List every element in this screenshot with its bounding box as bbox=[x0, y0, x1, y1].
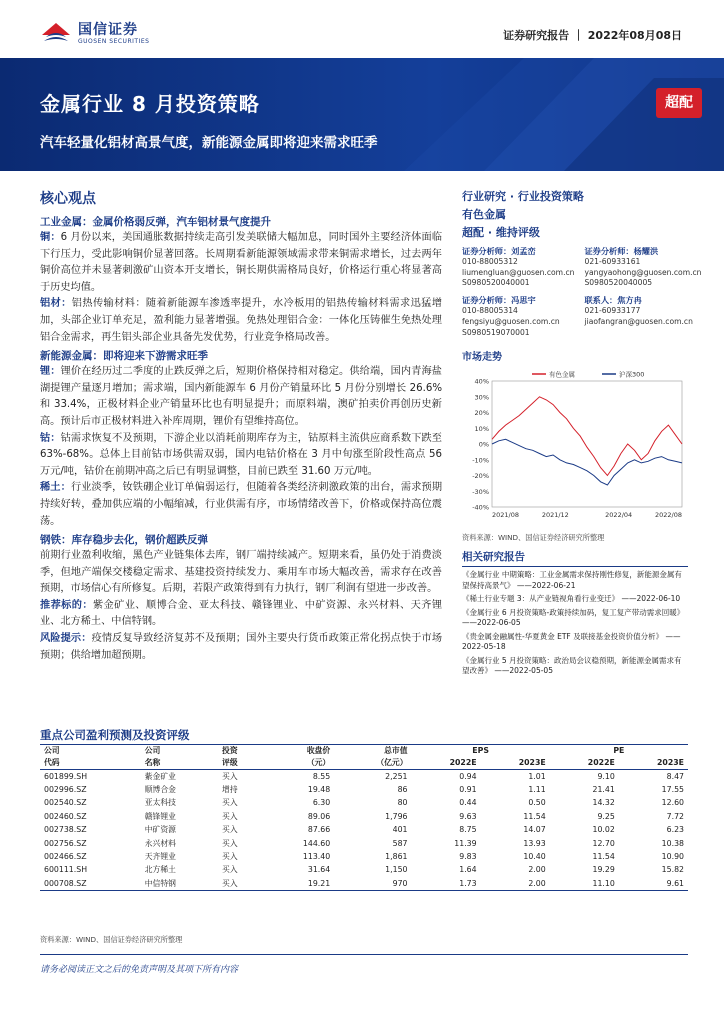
col-header: （元） bbox=[265, 757, 335, 770]
table-cell: 1,150 bbox=[385, 865, 408, 875]
table-cell: 144.60 bbox=[302, 838, 331, 848]
table-header-row bbox=[40, 745, 688, 758]
forecast-table bbox=[40, 744, 688, 891]
cobalt-paragraph bbox=[40, 431, 442, 481]
table-row bbox=[40, 863, 688, 876]
table-cell: 买入 bbox=[222, 798, 238, 808]
risk-paragraph bbox=[40, 631, 442, 664]
disclaimer-footer: 请务必阅读正文之后的免责声明及其项下所有内容 bbox=[40, 954, 688, 975]
y-tick-label: -40% bbox=[472, 503, 489, 512]
analyst-phone: 010-88005314 bbox=[462, 305, 518, 315]
section-steel: 钢铁：库存稳步去化，钢价超跌反弹 bbox=[40, 534, 208, 547]
analyst-card bbox=[584, 295, 701, 338]
table-cell: 1,861 bbox=[385, 852, 408, 862]
table-cell: 80 bbox=[397, 798, 408, 808]
table-cell: 587 bbox=[392, 838, 408, 848]
table-cell: 31.64 bbox=[307, 865, 331, 875]
table-cell: 000708.SZ bbox=[40, 877, 141, 890]
risk-text: 疫情反复导致经济复苏不及预期；国外主要央行货币政策正常化拐点快于市场预期；供给增加超预期。 bbox=[40, 633, 443, 661]
table-row bbox=[40, 796, 688, 809]
y-tick-label: 30% bbox=[474, 393, 489, 402]
table-cell: 买入 bbox=[222, 865, 238, 875]
title-banner bbox=[0, 58, 724, 171]
analyst-name: 证券分析师：杨耀洪 bbox=[584, 246, 659, 256]
y-tick-label: 0% bbox=[478, 440, 489, 449]
y-tick-label: -10% bbox=[472, 456, 489, 465]
col-header: 2022E bbox=[412, 757, 481, 770]
analyst-phone: 021-60933161 bbox=[584, 256, 641, 266]
rare-earth-text: 行业淡季，钕铁硼企业订单偏弱运行，但随着各类经济刺激政策的出台，需求预期持续好转，叠加供应端的小幅缩减，行业供需有序，市场情绪改善下，价格或保持高位震荡。 bbox=[40, 482, 443, 527]
table-row bbox=[40, 770, 688, 783]
related-report[interactable]: 《金属行业 中期策略：工业金属需求保持刚性修复，新能源金属有望保持高景气》 ——2022-06-21 bbox=[462, 570, 682, 590]
table-cell: 12.60 bbox=[661, 798, 684, 808]
table-cell: 买入 bbox=[222, 825, 238, 835]
table-cell: 1.73 bbox=[412, 877, 481, 890]
analyst-email[interactable]: yangyaohong@guosen.com.cn bbox=[584, 267, 702, 277]
table-cell: 9.10 bbox=[597, 771, 615, 781]
analyst-cert: S0980519070001 bbox=[462, 327, 530, 337]
steel-paragraph: 前期行业盈利收缩，黑色产业链集体去库，钢厂端持续减产。短期来看，虽仍处于消费淡季，但地产端保交楼稳定需求、基建投资持续发力、乘用车市场大幅改善，需求存在改善预期，市场信心有所修复。后期，若限产政策得到有力执行，钢厂利润有望进一步改善。 bbox=[40, 550, 442, 595]
table-cell: 永兴材料 bbox=[144, 838, 176, 848]
table-cell: 002756.SZ bbox=[44, 838, 87, 848]
recommend-text: 紫金矿业、顺博合金、亚太科技、赣锋锂业、中矿资源、永兴材料、天齐锂业、北方稀土、中信特钢。 bbox=[40, 599, 443, 628]
col-header: 2023E bbox=[619, 757, 688, 770]
y-tick-label: 40% bbox=[474, 377, 489, 386]
table-cell: 6.30 bbox=[312, 798, 331, 808]
brand-en: GUOSEN SECURITIES bbox=[78, 38, 150, 45]
table-cell: 12.70 bbox=[592, 838, 615, 848]
table-cell: 1,796 bbox=[385, 811, 408, 821]
table-cell: 89.06 bbox=[307, 811, 331, 821]
lithium-paragraph bbox=[40, 364, 442, 430]
col-header: 2023E bbox=[481, 757, 550, 770]
table-cell: 北方稀土 bbox=[144, 865, 176, 875]
table-cell: 9.83 bbox=[459, 852, 477, 862]
sidebar bbox=[462, 188, 702, 677]
table-cell: 2.00 bbox=[528, 865, 546, 875]
copper-paragraph bbox=[40, 230, 442, 296]
industry-name: 有色金属 bbox=[462, 208, 506, 221]
table-cell: 增持 bbox=[222, 785, 238, 795]
copper-text: 6 月份以来，美国通胀数据持续走高引发美联储大幅加息，同时国外主要经济体面临下行压力，受此影响铜价显著回落。长周期看新能源领域需求带来铜需求增长，过去两年铜价高位并未显著刺激矿山资本开支增长，铜长期供需格局良好，价格运行重心将显著高于历史均值。 bbox=[40, 232, 443, 293]
table-cell: 0.44 bbox=[459, 798, 477, 808]
table-cell: 6.23 bbox=[666, 825, 684, 835]
related-reports-title: 相关研究报告 bbox=[462, 549, 688, 567]
table-source: 资料来源：WIND、国信证券经济研究所整理 bbox=[40, 935, 183, 944]
table-cell: 14.07 bbox=[523, 825, 546, 835]
col-header: （亿元） bbox=[334, 757, 411, 770]
col-header: 收盘价 bbox=[265, 745, 335, 758]
table-cell: 中信特钢 bbox=[141, 877, 218, 890]
table-row bbox=[40, 836, 688, 849]
x-tick-label: 2021/12 bbox=[541, 511, 569, 520]
table-cell: 9.61 bbox=[619, 877, 688, 890]
table-cell: 11.54 bbox=[592, 852, 615, 862]
table-row bbox=[40, 810, 688, 823]
core-views bbox=[40, 188, 442, 664]
col-header: 2022E bbox=[550, 757, 619, 770]
rare-earth-label: 稀土： bbox=[40, 482, 71, 494]
y-tick-label: -20% bbox=[472, 472, 489, 481]
table-cell: 1.01 bbox=[528, 771, 546, 781]
col-header: 公司 bbox=[141, 745, 218, 758]
table-cell: 8.55 bbox=[312, 771, 331, 781]
related-report[interactable]: 《稀土行业专题 3：从产业链视角看行业变迁》 ——2022-06-10 bbox=[462, 594, 681, 604]
legend-label: 沪深300 bbox=[619, 370, 645, 379]
table-header-row bbox=[40, 757, 688, 770]
series-line-csi300 bbox=[492, 440, 682, 486]
table-cell: 002466.SZ bbox=[44, 852, 87, 862]
table-cell: 8.47 bbox=[666, 771, 684, 781]
col-header: 名称 bbox=[141, 757, 218, 770]
related-report[interactable]: 《金属行业 5 月投资策略：政治局会议稳预期，新能源金属需求有望改善》 ——2022-05-05 bbox=[462, 655, 682, 676]
col-header: 评级 bbox=[218, 757, 265, 770]
x-tick-label: 2021/08 bbox=[492, 511, 520, 520]
table-cell: 天齐锂业 bbox=[144, 852, 176, 862]
table-cell: 0.50 bbox=[528, 798, 546, 808]
table-cell: 19.48 bbox=[307, 785, 331, 795]
table-cell: 002460.SZ bbox=[44, 811, 87, 821]
table-cell: 赣锋锂业 bbox=[144, 811, 176, 821]
col-header: 公司 bbox=[40, 745, 141, 758]
cobalt-text: 钴需求恢复不及预期，下游企业以消耗前期库存为主，钴原料主流供应商系数下跌至 63%-68%。总体上目前钴市场供需双弱，国内电钴价格在 3 月中旬涨至阶段性高点 56 万元/吨，钴价在前期冲高之后已有明显调整，目前已跌至 31.60 万元/吨。 bbox=[40, 432, 442, 477]
recommend-paragraph bbox=[40, 598, 442, 631]
recommend-label: 推荐标的： bbox=[40, 599, 93, 611]
report-subtitle: 汽车轻量化铝材高景气度，新能源金属即将迎来需求旺季 bbox=[40, 135, 378, 151]
y-tick-label: 20% bbox=[474, 409, 489, 418]
table-cell: 401 bbox=[392, 825, 408, 835]
table-cell: 买入 bbox=[222, 838, 238, 848]
analyst-card bbox=[462, 246, 574, 289]
analyst-card bbox=[584, 246, 701, 289]
table-cell: 11.10 bbox=[550, 877, 619, 890]
aluminum-paragraph bbox=[40, 296, 442, 346]
table-cell: 13.93 bbox=[523, 838, 546, 848]
risk-label: 风险提示： bbox=[40, 633, 92, 645]
col-header-eps: EPS bbox=[412, 745, 550, 758]
cobalt-label: 钴： bbox=[40, 432, 61, 444]
analyst-name: 证券分析师：刘孟峦 bbox=[462, 246, 536, 256]
table-cell: 970 bbox=[334, 877, 411, 890]
section-new-energy-metals: 新能源金属：即将迎来下游需求旺季 bbox=[40, 350, 208, 363]
analyst-name: 联系人：焦方冉 bbox=[584, 295, 642, 306]
table-cell: 1.11 bbox=[528, 785, 546, 795]
table-cell: 2.00 bbox=[481, 877, 550, 890]
analyst-list bbox=[462, 246, 702, 344]
table-cell: 9.63 bbox=[459, 811, 477, 821]
table-cell: 1.64 bbox=[459, 865, 477, 875]
table-cell: 0.94 bbox=[459, 771, 477, 781]
related-report[interactable]: 《贵金属金融属性-华夏黄金 ETF 及联接基金投资价值分析》 ——2022-05-18 bbox=[462, 631, 681, 652]
table-cell: 亚太科技 bbox=[144, 798, 176, 808]
table-cell: 15.82 bbox=[661, 865, 684, 875]
table-cell: 002996.SZ bbox=[44, 785, 87, 795]
table-row bbox=[40, 877, 688, 890]
col-header: 投资 bbox=[218, 745, 265, 758]
page-header bbox=[0, 0, 724, 58]
legend-label: 有色金属 bbox=[549, 370, 575, 379]
table-cell: 买入 bbox=[222, 811, 238, 821]
col-header: 代码 bbox=[40, 757, 141, 770]
analyst-email[interactable]: fengsiyu@guosen.com.cn bbox=[462, 316, 560, 326]
table-cell: 600111.SH bbox=[44, 865, 88, 875]
aluminum-label: 铝材： bbox=[40, 298, 72, 310]
copper-label: 铜： bbox=[40, 232, 61, 243]
analyst-name: 证券分析师：冯思宇 bbox=[462, 295, 536, 306]
analyst-cert: S0980520040001 bbox=[462, 278, 530, 288]
x-tick-label: 2022/08 bbox=[654, 511, 682, 520]
brand-cn: 国信证券 bbox=[78, 22, 138, 38]
analyst-phone: 010-88005312 bbox=[462, 256, 518, 266]
rare-earth-paragraph bbox=[40, 480, 442, 530]
analyst-card bbox=[462, 295, 574, 338]
y-tick-label: -30% bbox=[472, 488, 489, 497]
guosen-logo bbox=[40, 17, 210, 51]
chart-source: 资料来源：WIND、国信证券经济研究所整理 bbox=[462, 533, 605, 543]
market-trend-chart bbox=[462, 367, 688, 527]
table-cell: 11.54 bbox=[523, 811, 546, 821]
table-cell: 87.66 bbox=[307, 825, 331, 835]
table-cell: 002738.SZ bbox=[44, 825, 87, 835]
table-row bbox=[40, 850, 688, 863]
table-cell: 113.40 bbox=[302, 852, 331, 862]
table-cell: 中矿资源 bbox=[144, 825, 176, 835]
table-cell: 002540.SZ bbox=[44, 798, 87, 808]
lithium-label: 锂： bbox=[40, 366, 61, 378]
logo-icon bbox=[40, 19, 72, 47]
research-type: 行业研究 · 行业投资策略 bbox=[462, 190, 584, 203]
market-trend-title: 市场走势 bbox=[462, 352, 502, 364]
table-cell: 10.02 bbox=[592, 825, 615, 835]
table-cell: 紫金矿业 bbox=[144, 771, 176, 781]
table-cell: 19.21 bbox=[265, 877, 335, 890]
section-industrial-metals: 工业金属：金属价格弱反弹，汽车铝材景气度提升 bbox=[40, 216, 271, 228]
table-row bbox=[40, 783, 688, 796]
table-cell: 2,251 bbox=[385, 771, 408, 781]
table-cell: 17.55 bbox=[661, 785, 684, 795]
table-cell: 0.91 bbox=[459, 785, 477, 795]
table-cell: 14.32 bbox=[592, 798, 615, 808]
table-cell: 7.72 bbox=[666, 811, 684, 821]
table-cell: 601899.SH bbox=[44, 771, 88, 781]
y-tick-label: 10% bbox=[474, 425, 489, 434]
analyst-phone: 021-60933177 bbox=[584, 305, 641, 315]
table-cell: 9.25 bbox=[597, 811, 615, 821]
table-cell: 86 bbox=[397, 785, 408, 795]
x-tick-label: 2022/04 bbox=[605, 511, 633, 520]
table-cell: 10.90 bbox=[661, 852, 684, 862]
table-cell: 10.38 bbox=[661, 838, 684, 848]
col-header: 总市值 bbox=[334, 745, 411, 758]
aluminum-text: 铝热传输材料：随着新能源车渗透率提升，水冷板用的铝热传输材料需求迅猛增加，头部企业订单充足，盈利能力显著增强。免热处理铝合金：一体化压铸催生免热处理铝合金需求，再生铝头部企业具备先发优势，行业竞争格局改善。 bbox=[40, 298, 443, 343]
table-cell: 买入 bbox=[222, 852, 238, 862]
analyst-email[interactable]: jiaofangran@guosen.com.cn bbox=[584, 316, 693, 326]
table-title: 重点公司盈利预测及投资评级 bbox=[40, 728, 190, 742]
table-cell: 19.29 bbox=[592, 865, 615, 875]
report-info: 证券研究报告 ｜ 2022年08月08日 bbox=[503, 29, 682, 42]
related-report[interactable]: 《金属行业 6 月投资策略-政策持续加码，复工复产带动需求回暖》 ——2022-06-05 bbox=[462, 607, 685, 628]
table-cell: 8.75 bbox=[459, 825, 477, 835]
table-cell: 10.40 bbox=[523, 852, 546, 862]
analyst-email[interactable]: liumengluan@guosen.com.cn bbox=[462, 267, 575, 277]
report-title: 金属行业 8 月投资策略 bbox=[40, 92, 260, 116]
lithium-text: 锂价在经历过二季度的止跌反弹之后，短期价格保持相对稳定。供给端，国内青海盐湖提锂产量逐月增加；需求端，国内新能源车 6 月份产销量环比 5 月份分别增长 26.6%和 33.4%，正极材料企业产销量环比也有明显提升；而原料端，澳矿拍卖价再创历史新高。预计后市正极材料进入补库周期，锂价有望维持高位。 bbox=[40, 366, 442, 427]
rating-status: 超配 · 维持评级 bbox=[462, 226, 540, 239]
series-line-nonferrous bbox=[492, 397, 682, 476]
table-cell: 买入 bbox=[218, 877, 265, 890]
col-header-pe: PE bbox=[550, 745, 688, 758]
core-title: 核心观点 bbox=[40, 191, 96, 207]
table-cell: 买入 bbox=[222, 771, 238, 781]
table-cell: 21.41 bbox=[592, 785, 615, 795]
table-cell: 顺博合金 bbox=[144, 785, 176, 795]
rating-badge: 超配 bbox=[656, 88, 702, 118]
table-row bbox=[40, 823, 688, 836]
table-cell: 11.39 bbox=[454, 838, 477, 848]
analyst-cert: S0980520040005 bbox=[584, 278, 653, 288]
